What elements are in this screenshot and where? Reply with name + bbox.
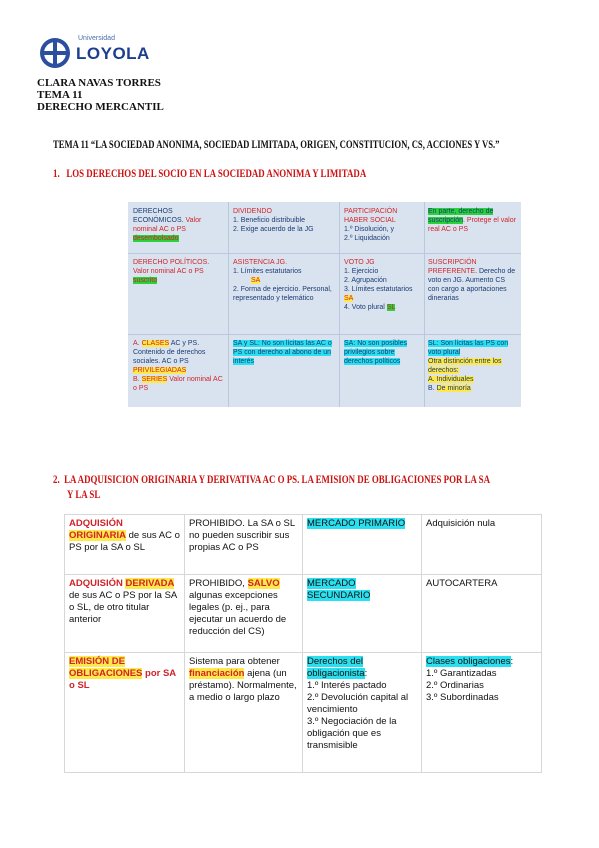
cell-derechos-economicos: DERECHOS ECONÓMICOS. Valor nominal AC o PS desembolsado: [133, 208, 202, 242]
cell-mercado-primario: MERCADO PRIMARIO: [307, 518, 406, 529]
cell-derechos-politicos: DERECHO POLÍTICOS. Valor nominal AC o PS suscrito: [133, 259, 210, 284]
cell-clases-obligaciones: Clases obligaciones: 1.º Garantizadas 2.º Ordinarias 3.º Subordinadas: [426, 656, 514, 703]
section1-number: 1.: [53, 166, 60, 180]
cell-sistema-financiacion: Sistema para obtener financiación ajena (un préstamo). Normalmente, a medio o largo plazo: [189, 656, 297, 703]
cell-prohibido-originaria: PROHIBIDO. La SA o SL no pueden suscribir sus propias AC o PS: [189, 518, 295, 553]
section2-title-line2: Y LA SL: [67, 487, 101, 501]
section2-number: 2.: [53, 472, 60, 486]
author-name: CLARA NAVAS TORRES: [37, 77, 161, 89]
cell-autocartera: AUTOCARTERA: [426, 578, 498, 589]
loyola-cross-logo: [38, 36, 72, 70]
section2-heading: [53, 472, 490, 502]
section1-title: LOS DERECHOS DEL SOCIO EN LA SOCIEDAD ANONIMA Y LIMITADA: [66, 166, 367, 180]
logo-title: LOYOLA: [76, 44, 150, 63]
cell-participacion: PARTICIPACIÓN HABER SOCIAL 1.º Disolución, y 2.º Liquidación: [344, 208, 398, 242]
cell-mercado-secundario: MERCADO SECUNDARIO: [307, 578, 371, 601]
cell-prohibido-salvo: PROHIBIDO, SALVO algunas excepciones legales (p. ej., para ejecutar un acuerdo de reducción del CS): [189, 578, 287, 637]
cell-adquisicion-originaria: ADQUISIÓN ORIGINARIA de sus AC o PS por la SA o SL: [69, 518, 180, 553]
cell-suscripcion-preferente: SUSCRIPCIÓN PREFERENTE. Derecho de voto en JG. Aumento CS con cargo a aportaciones dinerarias: [428, 259, 516, 302]
university-logo: [38, 34, 168, 72]
document-title: TEMA 11 “LA SOCIEDAD ANONIMA, SOCIEDAD LIMITADA, ORIGEN, CONSTITUCION, CS, ACCIONES Y VS.”: [53, 137, 500, 151]
cell-emision-obligaciones: EMISIÓN DE OBLIGACIONES por SA o SL: [69, 656, 176, 691]
section2-title-line1: LA ADQUISICION ORIGINARIA Y DERIVATIVA AC O PS. LA EMISION DE OBLIGACIONES POR LA SA: [64, 472, 491, 486]
cell-sa-sl-interes: SA y SL: No son lícitas las AC o PS con derecho al abono de un interés: [233, 340, 332, 365]
subject-label: DERECHO MERCANTIL: [37, 101, 164, 113]
cell-adquisicion-nula: Adquisición nula: [426, 518, 496, 529]
cell-dividendo: DIVIDENDO 1. Beneficio distribuible 2. Exige acuerdo de la JG: [233, 208, 314, 233]
cell-clases: A. CLASES AC y PS. Contenido de derechos sociales. AC o PS PRIVILEGIADAS B. SERIES Valor nominal AC o PS: [133, 340, 223, 392]
logo-subtitle: Universidad: [78, 35, 115, 42]
cell-sl-voto-plural: SL: Son lícitas las PS con voto plural Otra distinción entre los derechos: A. Individuales B. De minoría: [428, 340, 509, 392]
tema-label: TEMA 11: [37, 89, 83, 101]
section1-heading: [53, 166, 366, 181]
cell-suscripcion-parte: En parte, derecho de suscripción. Protege el valor real AC o PS: [428, 208, 516, 233]
cell-voto: VOTO JG 1. Ejercicio 2. Agrupación 3. Límites estatutarios SA 4. Voto plural SL: [344, 259, 413, 311]
cell-sa-privilegios: SA: No son posibles privilegios sobre derechos políticos: [344, 340, 408, 365]
cell-adquisicion-derivada: ADQUISIÓN DERIVADA de sus AC o PS por la SA o SL, de otro titular anterior: [69, 578, 177, 625]
cell-derechos-obligacionista: Derechos del obligacionista: 1.º Interés pactado 2.º Devolución capital al vencimiento 3.º Negociación de la obligación que es transmisible: [307, 656, 409, 751]
cell-asistencia: ASISTENCIA JG. 1. Límites estatutarios SA 2. Forma de ejercicio. Personal, representado y telemático: [233, 259, 332, 302]
